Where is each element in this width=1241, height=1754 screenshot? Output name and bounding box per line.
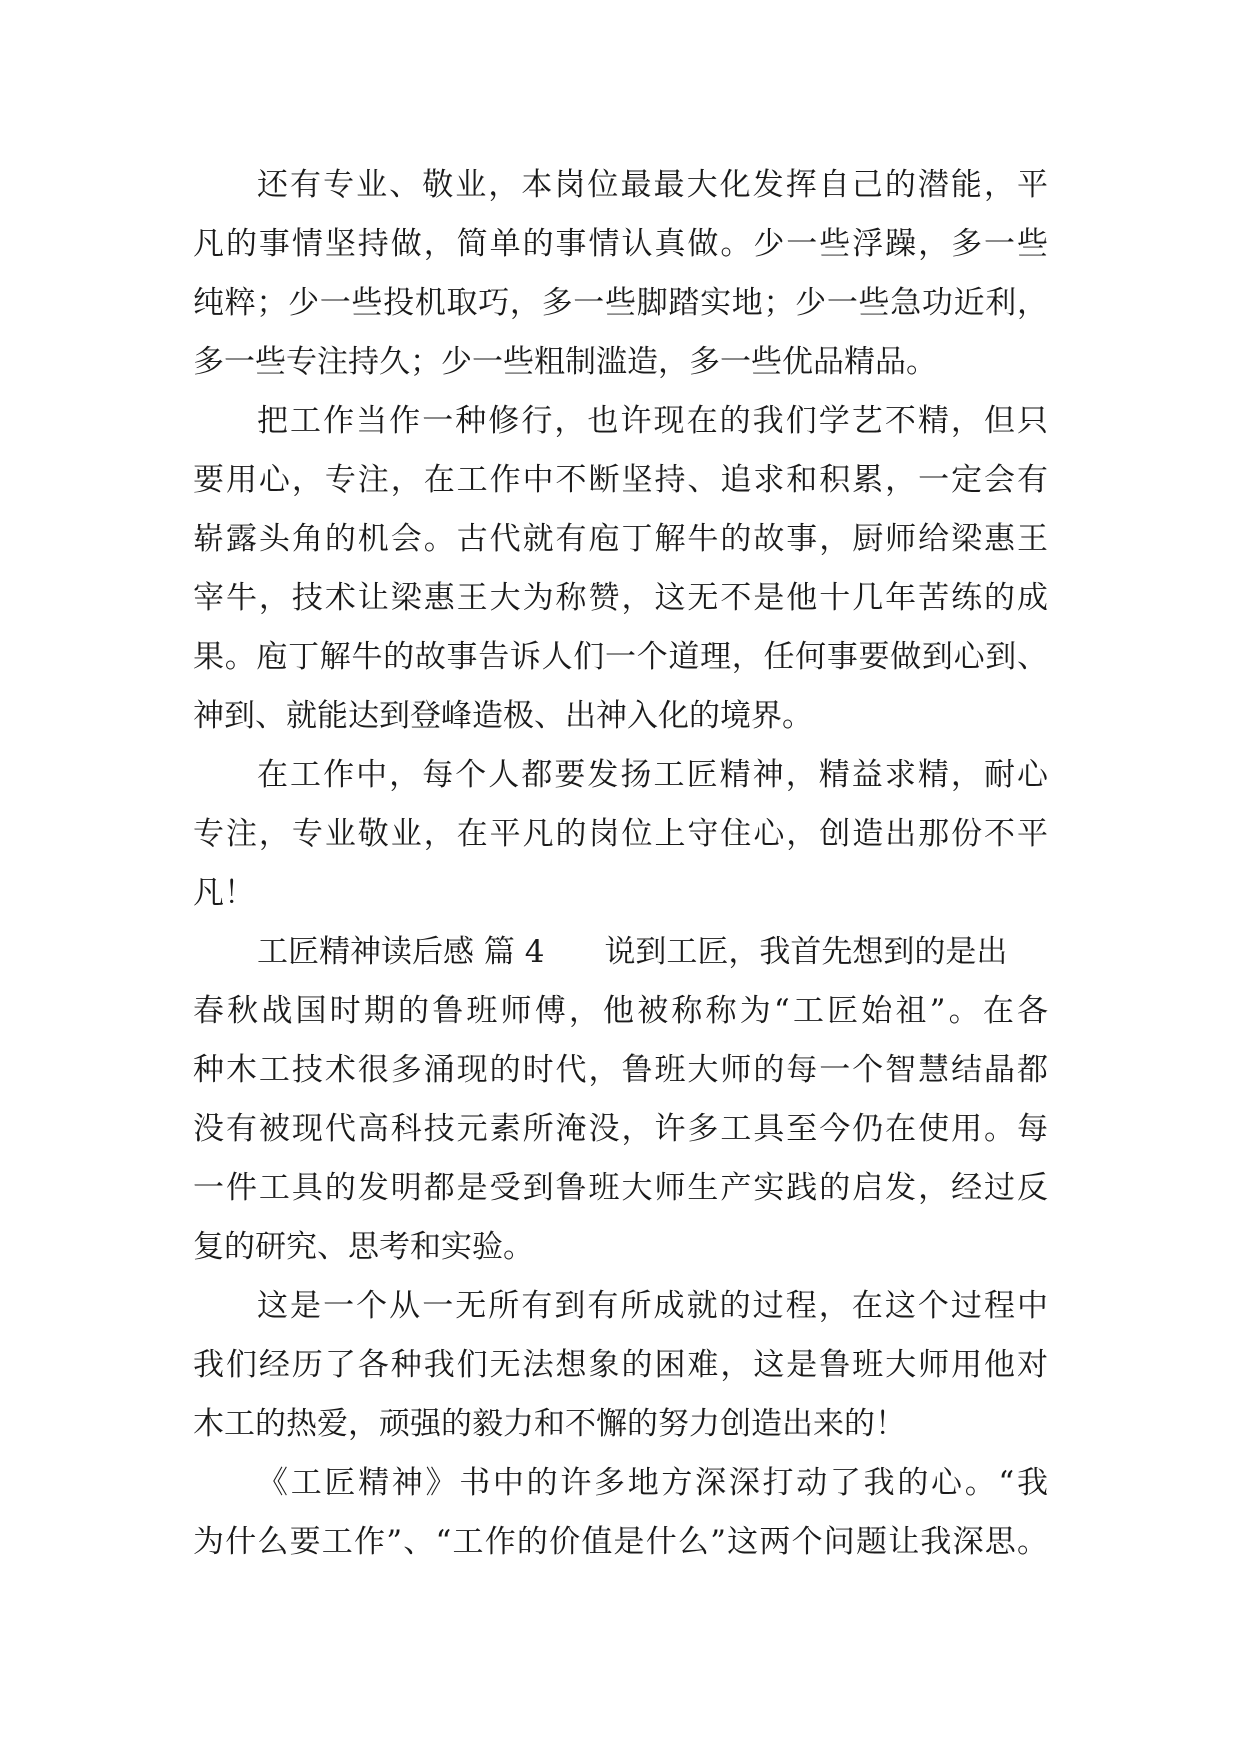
paragraph-line: 这是一个从一无所有到有所成就的过程，在这个过程中	[257, 1288, 1048, 1324]
paragraph-line-start: 说到工匠，我首先想到的是出	[604, 934, 1008, 970]
paragraph-line: 《工匠精神》书中的许多地方深深打动了我的心。“我	[257, 1465, 1048, 1501]
paragraph-line: 多一些专注持久；少一些粗制滥造，多一些优品精品。	[193, 344, 937, 380]
paragraph-line: 木工的热爱，顽强的毅力和不懈的努力创造出来的！	[193, 1406, 906, 1442]
paragraph-line: 崭露头角的机会。古代就有庖丁解牛的故事，厨师给梁惠王	[193, 521, 1048, 557]
paragraph-line: 我们经历了各种我们无法想象的困难，这是鲁班大师用他对	[193, 1347, 1048, 1383]
paragraph-line: 春秋战国时期的鲁班师傅，他被称称为“工匠始祖”。在各	[193, 993, 1048, 1029]
document-body	[193, 156, 1048, 1572]
paragraph-line: 没有被现代高科技元素所淹没，许多工具至今仍在使用。每	[193, 1111, 1048, 1147]
paragraph-line: 复的研究、思考和实验。	[193, 1229, 534, 1265]
section-heading: 工匠精神读后感 篇 4	[257, 934, 545, 970]
paragraph-line: 为什么要工作”、“工作的价值是什么”这两个问题让我深思。	[193, 1524, 1048, 1560]
paragraph-line: 一件工具的发明都是受到鲁班大师生产实践的启发，经过反	[193, 1170, 1048, 1206]
paragraph-line: 在工作中，每个人都要发扬工匠精神，精益求精，耐心	[257, 757, 1048, 793]
paragraph-line: 宰牛，技术让梁惠王大为称赞，这无不是他十几年苦练的成	[193, 580, 1048, 616]
paragraph-line: 果。庖丁解牛的故事告诉人们一个道理，任何事要做到心到、	[193, 639, 1048, 675]
paragraph-line: 神到、就能达到登峰造极、出神入化的境界。	[193, 698, 813, 734]
section-heading-line	[193, 923, 1048, 982]
paragraph-line: 把工作当作一种修行，也许现在的我们学艺不精，但只	[257, 403, 1048, 439]
paragraph-line: 种木工技术很多涌现的时代，鲁班大师的每一个智慧结晶都	[193, 1052, 1048, 1088]
paragraph-line: 要用心，专注，在工作中不断坚持、追求和积累，一定会有	[193, 462, 1048, 498]
paragraph-line: 凡！	[193, 875, 255, 911]
paragraph-line: 凡的事情坚持做，简单的事情认真做。少一些浮躁，多一些	[193, 226, 1048, 262]
paragraph-line: 纯粹；少一些投机取巧，多一些脚踏实地；少一些急功近利，	[193, 285, 1048, 321]
paragraph-line: 专注，专业敬业，在平凡的岗位上守住心，创造出那份不平	[193, 816, 1048, 852]
paragraph-line: 还有专业、敬业，本岗位最最大化发挥自己的潜能，平	[257, 167, 1048, 203]
